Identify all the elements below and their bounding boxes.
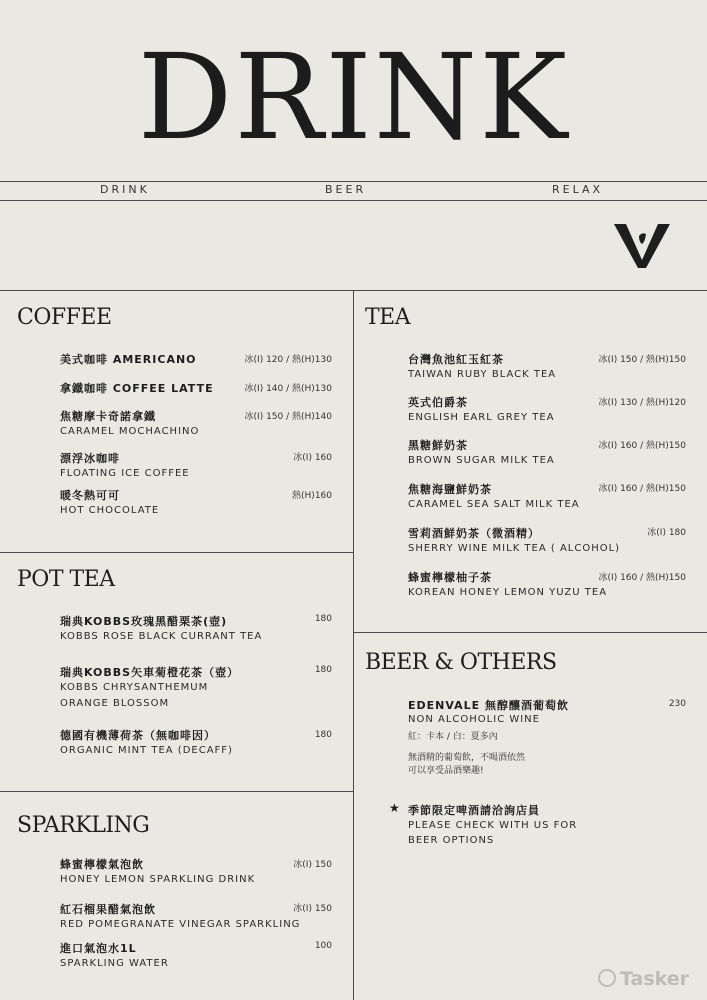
- menu-item-price: 冰(I) 140 / 熱(H)130: [244, 384, 332, 394]
- menu-item-english: KOREAN HONEY LEMON YUZU TEA: [408, 587, 608, 598]
- menu-item-price: 冰(I) 160: [293, 453, 332, 463]
- page-title: DRINK: [137, 28, 570, 166]
- menu-item-name: 德國有機薄荷茶（無咖啡因）: [60, 729, 216, 742]
- tagline-drink: DRINK: [100, 183, 150, 196]
- menu-item-english: HONEY LEMON SPARKLING DRINK: [60, 874, 256, 885]
- menu-item-price: 冰(I) 160 / 熱(H)150: [598, 441, 686, 451]
- menu-item-english: KOBBS ROSE BLACK CURRANT TEA: [60, 631, 263, 642]
- menu-item-english: CARAMEL SEA SALT MILK TEA: [408, 499, 580, 510]
- wine-varieties: 紅：卡本 / 白：夏多內: [408, 732, 498, 742]
- brand-logo-icon: [612, 220, 672, 270]
- sparkling-section-title: SPARKLING: [17, 813, 150, 838]
- menu-item-name: 漂浮冰咖啡: [60, 452, 120, 465]
- menu-item-english: HOT CHOCOLATE: [60, 505, 160, 516]
- menu-item-english: ORANGE BLOSSOM: [60, 698, 170, 709]
- menu-item-name: EDENVALE 無醇釀酒葡萄飲: [408, 699, 569, 712]
- menu-item-name: 蜂蜜檸檬氣泡飲: [60, 858, 144, 871]
- menu-item-price: 180: [314, 730, 332, 740]
- tea-section-title: TEA: [365, 305, 411, 330]
- menu-item-name: 進口氣泡水1L: [60, 942, 137, 955]
- menu-item-name: 蜂蜜檸檬柚子茶: [408, 571, 492, 584]
- seasonal-beer-note: 季節限定啤酒請洽詢店員: [408, 804, 540, 817]
- menu-item-price: 冰(I) 160 / 熱(H)150: [598, 484, 686, 494]
- menu-item-name: 焦糖海鹽鮮奶茶: [408, 483, 492, 496]
- menu-item-name: 拿鐵咖啡 COFFEE LATTE: [60, 382, 214, 395]
- menu-item-name: 美式咖啡 AMERICANO: [60, 353, 197, 366]
- section-divider: [0, 791, 353, 792]
- menu-item-price: 冰(I) 120 / 熱(H)130: [244, 355, 332, 365]
- section-divider: [353, 632, 707, 633]
- header-rule-top: [0, 181, 707, 182]
- menu-item-price: 冰(I) 150 / 熱(H)150: [598, 355, 686, 365]
- menu-item-english: RED POMEGRANATE VINEGAR SPARKLING: [60, 919, 301, 930]
- beer-section-title: BEER & OTHERS: [365, 650, 557, 675]
- menu-item-price: 冰(I) 150: [293, 904, 332, 914]
- menu-item-name: 暖冬熱可可: [60, 489, 120, 502]
- menu-item-price: 冰(I) 150 / 熱(H)140: [244, 412, 332, 422]
- watermark: Tasker: [620, 968, 690, 990]
- menu-item-price: 熱(H)160: [292, 491, 332, 501]
- menu-item-english: KOBBS CHRYSANTHEMUM: [60, 682, 209, 693]
- pot-tea-section-title: POT TEA: [17, 567, 115, 592]
- menu-item-english: FLOATING ICE COFFEE: [60, 468, 190, 479]
- seasonal-beer-english: PLEASE CHECK WITH US FOR: [408, 820, 578, 831]
- menu-item-name: 瑞典KOBBS矢車菊橙花茶（壺）: [60, 666, 240, 679]
- tasker-logo-icon: [598, 969, 616, 987]
- menu-item-price: 冰(I) 180: [647, 528, 686, 538]
- coffee-section-title: COFFEE: [17, 305, 112, 330]
- seasonal-beer-english: BEER OPTIONS: [408, 835, 495, 846]
- menu-item-price: 100: [314, 941, 332, 951]
- tagline-beer: BEER: [325, 183, 367, 196]
- menu-item-price: 冰(I) 150: [293, 860, 332, 870]
- menu-item-price: 冰(I) 130 / 熱(H)120: [598, 398, 686, 408]
- menu-item-name: 台灣魚池紅玉紅茶: [408, 353, 504, 366]
- header-rule-bottom: [0, 200, 707, 201]
- menu-item-name: 瑞典KOBBS玫瑰黑醋栗茶(壺): [60, 615, 228, 628]
- menu-item-price: 180: [314, 665, 332, 675]
- menu-item-name: 紅石榴果醋氣泡飲: [60, 903, 156, 916]
- menu-item-price: 冰(I) 160 / 熱(H)150: [598, 573, 686, 583]
- menu-item-name: 雪莉酒鮮奶茶（微酒精）: [408, 527, 540, 540]
- menu-item-english: NON ALCOHOLIC WINE: [408, 714, 540, 725]
- menu-item-english: ORGANIC MINT TEA (DECAFF): [60, 745, 233, 756]
- menu-item-english: SHERRY WINE MILK TEA ( ALCOHOL): [408, 543, 621, 554]
- menu-item-price: 230: [668, 699, 686, 709]
- menu-item-name: 英式伯爵茶: [408, 396, 468, 409]
- column-divider: [353, 290, 354, 1000]
- menu-item-english: BROWN SUGAR MILK TEA: [408, 455, 555, 466]
- tagline-relax: RELAX: [552, 183, 604, 196]
- menu-item-english: ENGLISH EARL GREY TEA: [408, 412, 555, 423]
- menu-item-english: TAIWAN RUBY BLACK TEA: [408, 369, 557, 380]
- menu-item-english: SPARKLING WATER: [60, 958, 169, 969]
- wine-description: 無酒精的葡萄飲，不喝酒依然: [408, 753, 526, 763]
- section-divider: [0, 552, 353, 553]
- star-icon: ★: [389, 801, 400, 815]
- wine-description: 可以享受品酒樂趣!: [408, 766, 484, 776]
- menu-item-name: 黑糖鮮奶茶: [408, 439, 468, 452]
- menu-item-name: 焦糖摩卡奇諾拿鐵: [60, 410, 156, 423]
- menu-item-price: 180: [314, 614, 332, 624]
- menu-item-english: CARAMEL MOCHACHINO: [60, 426, 200, 437]
